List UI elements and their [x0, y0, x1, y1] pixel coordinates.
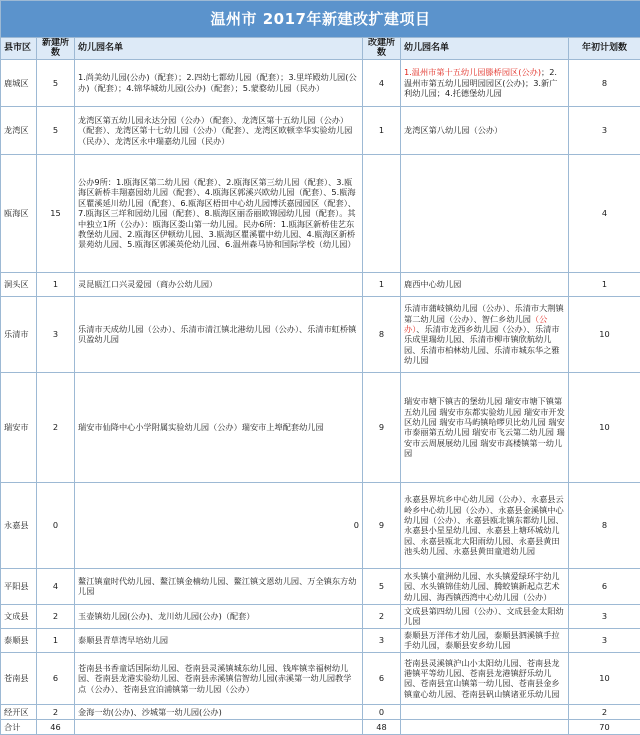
rebuild-count-cell: 9	[363, 372, 401, 482]
district-cell: 瑞安市	[1, 372, 37, 482]
plan-cell: 1	[569, 272, 640, 296]
rebuild-list-cell: 苍南县灵溪镇沪山小太阳幼儿园、苍南县龙港镇平等幼儿园、苍南县龙港镇舒乐幼儿园、苍南县宜山镇第一幼儿园、苍南县金乡镇童心幼儿园、苍南县矾山镇诸亚乐幼儿园	[401, 652, 569, 704]
total-label: 合计	[1, 719, 37, 734]
total-rebuild-count: 48	[363, 719, 401, 734]
rebuild-count-cell: 1	[363, 272, 401, 296]
district-cell: 洞头区	[1, 272, 37, 296]
rebuild-count-cell: 0	[363, 704, 401, 719]
rebuild-count-cell: 1	[363, 106, 401, 154]
rebuild-count-cell: 2	[363, 604, 401, 628]
district-cell: 平阳县	[1, 568, 37, 604]
table-row	[1, 272, 640, 296]
rebuild-count-cell	[363, 154, 401, 272]
table-row	[1, 154, 640, 272]
new-count-cell: 4	[37, 568, 75, 604]
rebuild-count-cell: 8	[363, 296, 401, 372]
new-list-cell: 苍南县书香童话国际幼儿园、苍南县灵溪镇城东幼儿园、钱库镇幸福树幼儿园、苍南县龙港实验幼儿园、苍南县赤溪镇信智幼儿园(赤溪第一幼儿园教学点（公办）、苍南县宜泊浦镇第一幼儿园（公办）	[75, 652, 363, 704]
new-count-cell: 5	[37, 59, 75, 106]
new-list-cell: 灵昆瓯江口兴灵爱园（商办公幼儿园）	[75, 272, 363, 296]
new-count-cell: 1	[37, 628, 75, 652]
rebuild-rest: ；2.温州市第五幼儿园明园园区(公办)；3.新广利幼儿园；4.托德堡幼儿园	[404, 67, 557, 98]
rebuild-count-cell: 4	[363, 59, 401, 106]
rebuild-list-cell	[401, 296, 569, 372]
new-list-cell: 乐清市天成幼儿园（公办）、乐清市清江镇北港幼儿园（公办）、乐清市虹桥镇贝盈幼儿园	[75, 296, 363, 372]
plan-cell: 2	[569, 704, 640, 719]
rebuild-count-cell: 9	[363, 482, 401, 568]
header-row	[1, 38, 640, 60]
new-list-cell: 玉壶镇幼儿园(公办)、龙川幼儿园(公办)（配套）	[75, 604, 363, 628]
table-row	[1, 372, 640, 482]
new-count-cell: 6	[37, 652, 75, 704]
header-district: 县市区	[1, 38, 37, 60]
district-cell: 乐清市	[1, 296, 37, 372]
rebuild-list-cell: 泰顺县万洋伟才幼儿园，泰顺县泗溪镇手拉手幼儿园，泰顺县安乡幼儿园	[401, 628, 569, 652]
rebuild-list-cell: 瑞安市塘下镇吉的堡幼儿园 瑞安市塘下镇第五幼儿园 瑞安市东都实验幼儿园 瑞安市开发区幼儿园 瑞安市马屿镇哈啰贝比幼儿园 瑞安市泰丽第五幼儿园 瑞安市飞云第二幼儿园 瑞安市云周展展幼儿园 瑞安市高楼镇第一幼儿园	[401, 372, 569, 482]
rebuild-highlight: 1.温州市第十五幼儿园滕桥园区(公办)	[404, 67, 541, 77]
new-count-cell: 0	[37, 482, 75, 568]
rebuild-list-cell: 文成县第四幼儿园（公办）、文成县金太阳幼儿园	[401, 604, 569, 628]
table-row	[1, 704, 640, 719]
header-plan: 年初计划数	[569, 38, 640, 60]
rebuild-list-cell	[401, 59, 569, 106]
table-row	[1, 296, 640, 372]
total-new-list	[75, 719, 363, 734]
district-cell: 文成县	[1, 604, 37, 628]
total-new-count: 46	[37, 719, 75, 734]
new-list-cell: 0	[75, 482, 363, 568]
new-list-cell: 公办9所：1.瓯海区第二幼儿园（配套）、2.瓯海区第三幼儿园（配套）、3.瓯海区新桥丰翔嘉园幼儿园（配套）、4.瓯海区郭溪兴欧幼儿园（配套）、5.瓯海区瞿溪延川幼儿园（配套）、6.瓯海区梧田中心幼儿园博沃嘉园园区（配套）、7.瓯海区三垟和园幼儿园（配套）、8.瓯海区丽岙丽欧锦园幼儿园（配套）。其中独立1所（公办）：瓯海区娄山第一幼儿园。民办6所：1.瓯海区新桥佳艺东教堡幼儿园、2.瓯海区伊顿幼儿园、3.瓯海区瞿溪瞿中幼儿园、4.瓯海区新桥景苑幼儿园、5.瓯海区郭溪英伦幼儿园、6.温州森马协和国际学校（幼儿园）	[75, 154, 363, 272]
header-rebuild-list: 幼儿园名单	[401, 38, 569, 60]
rebuild-list-cell: 永嘉县界坑乡中心幼儿园（公办）、永嘉县云岭乡中心幼儿园（公办）、永嘉县金溪镇中心幼儿园（公办）、永嘉县瓯北镇东都幼儿园、永嘉县小星星幼儿园、永嘉县上塘环城幼儿园、永嘉县瓯北大阳雨幼儿园、永嘉县黄田池头幼儿园、永嘉县黄田童道幼儿园	[401, 482, 569, 568]
header-new-list: 幼儿园名单	[75, 38, 363, 60]
plan-cell: 3	[569, 628, 640, 652]
new-count-cell: 2	[37, 372, 75, 482]
rebuild-part-b: 、乐清市龙西乡幼儿园（公办）、乐清市乐成里瑞幼儿园、乐清市柳市镇欣航幼儿园、乐清市柏林幼儿园、乐清市城东华之雅幼儿园	[404, 324, 560, 365]
plan-cell: 8	[569, 59, 640, 106]
district-cell: 鹿城区	[1, 59, 37, 106]
table-row	[1, 568, 640, 604]
table-row	[1, 628, 640, 652]
rebuild-list-cell: 鹿西中心幼儿园	[401, 272, 569, 296]
total-row	[1, 719, 640, 734]
table-row	[1, 604, 640, 628]
district-cell: 经开区	[1, 704, 37, 719]
new-count-cell: 2	[37, 604, 75, 628]
new-list-cell: 金海一幼(公办)、沙城第一幼儿园(公办)	[75, 704, 363, 719]
header-new-count: 新建所数	[37, 38, 75, 60]
rebuild-list-cell: 水头镇小童洲幼儿园、水头镇爱绿环宇幼儿园、水头镇锦佳幼儿园、腾蛟镇新起点艺术幼儿园、海西镇西湾中心幼儿园（公办）	[401, 568, 569, 604]
district-cell: 苍南县	[1, 652, 37, 704]
table-title: 温州市 2017年新建改扩建项目	[1, 1, 640, 38]
table-row	[1, 59, 640, 106]
plan-cell: 3	[569, 604, 640, 628]
plan-cell: 10	[569, 652, 640, 704]
rebuild-list-cell	[401, 154, 569, 272]
district-cell: 永嘉县	[1, 482, 37, 568]
plan-cell: 6	[569, 568, 640, 604]
table-row	[1, 482, 640, 568]
rebuild-highlight: （公办）	[404, 314, 547, 334]
plan-cell: 10	[569, 296, 640, 372]
new-count-cell: 1	[37, 272, 75, 296]
total-rebuild-list	[401, 719, 569, 734]
plan-cell: 3	[569, 106, 640, 154]
header-rebuild-count: 改建所数	[363, 38, 401, 60]
district-cell: 瓯海区	[1, 154, 37, 272]
rebuild-part-a: 乐清市蒲岐镇幼儿园（公办）、乐清市大荆镇第二幼儿园（公办）、智仁乡幼儿园	[404, 303, 564, 323]
new-count-cell: 5	[37, 106, 75, 154]
new-list-cell: 瑞安市仙降中心小学附属实验幼儿园（公办）瑞安市上埠配套幼儿园	[75, 372, 363, 482]
total-plan: 70	[569, 719, 640, 734]
new-list-cell: 1.尚美幼儿园(公办)（配套）；2.四幼七都幼儿园（配套）；3.里垟殿幼儿园(公办)（配套）；4.锦华城幼儿园(公办)（配套）；5.蒙婺幼儿园（民办）	[75, 59, 363, 106]
table-row	[1, 106, 640, 154]
rebuild-count-cell: 5	[363, 568, 401, 604]
new-count-cell: 15	[37, 154, 75, 272]
rebuild-list-cell	[401, 704, 569, 719]
rebuild-count-cell: 3	[363, 628, 401, 652]
plan-cell: 4	[569, 154, 640, 272]
plan-cell: 8	[569, 482, 640, 568]
district-cell: 龙湾区	[1, 106, 37, 154]
plan-cell: 10	[569, 372, 640, 482]
table-row	[1, 652, 640, 704]
rebuild-list-cell: 龙湾区第八幼儿园（公办）	[401, 106, 569, 154]
new-count-cell: 3	[37, 296, 75, 372]
new-list-cell: 龙湾区第五幼儿园永达分园（公办）（配套）、龙湾区第十五幼儿园（公办）（配套）、龙湾区第十七幼儿园（公办）（配套）、龙湾区欧顿幸华实验幼儿园（民办）、龙湾区永中瑞嘉幼儿园（民办）	[75, 106, 363, 154]
district-cell: 泰顺县	[1, 628, 37, 652]
new-list-cell: 泰顺县青草湾早培幼儿园	[75, 628, 363, 652]
new-count-cell: 2	[37, 704, 75, 719]
rebuild-count-cell: 6	[363, 652, 401, 704]
new-list-cell: 鳌江镇童时代幼儿园、鳌江镇金楠幼儿园、鳌江镇文恩幼儿园、万全镇东方幼儿园	[75, 568, 363, 604]
